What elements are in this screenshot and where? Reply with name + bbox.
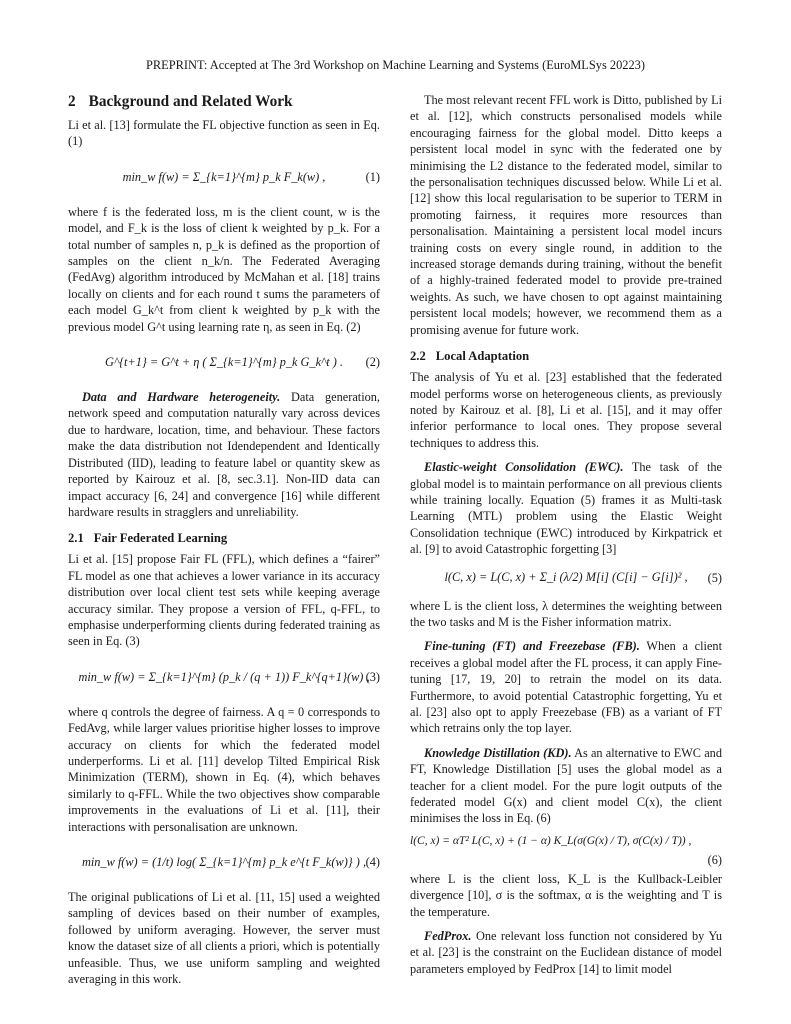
equation-3-body: min_w f(w) = Σ_{k=1}^{m} (p_k / (q + 1)) F_k^{q+1}(w) ,: [78, 669, 370, 684]
paragraph-body-ewc: The task of the global model is to maintain performance on all previous clients while training locally. Equation (5) frames it as Multi-task Learning (MTL) problem using the Elastic Weight Consolidation technique (EWC) introduced by Kirkpatrick et al. [9] to avoid Catastrophic forgetting [3]: [410, 460, 722, 557]
equation-5-body: l(C, x) = L(C, x) + Σ_i (λ/2) M[i] (C[i] − G[i])² ,: [444, 569, 688, 584]
subsection-heading-fair-fl: [68, 530, 380, 547]
equation-2: [68, 340, 380, 384]
equation-6-body: l(C, x) = αT² L(C, x) + (1 − α) K_L(σ(G(x) / T), σ(C(x) / T)) ,: [410, 834, 692, 847]
paragraph-body-kd: As an alternative to EWC and FT, Knowledge Distillation [5] uses the global model as a teacher for a client model. For the pure logit outputs of the federated model G(x) and client model C(x), the client minimises the loss in Eq. (6): [410, 745, 722, 826]
equation-5: [410, 563, 722, 593]
paragraph-body-heterogeneity: Data generation, network speed and computation naturally vary across devices due to hardware, location, time, and behaviour. These factors make the data distribution not Idendependent and Identically Distributed (IID), leading to feature label or quantity skew as reported by Kairouz et al. [8, sec.3.1]. Non-IID data can impact accuracy [6, 24] and convergence [16] while different hardware results in stragglers and unreliability.: [68, 390, 380, 519]
subsection-number: 2.1: [68, 531, 84, 546]
equation-6: [410, 832, 722, 866]
paragraph-heading-heterogeneity: Data and Hardware heterogeneity.: [82, 390, 281, 405]
paragraph-body-fine-tuning: When a client receives a global model after the FL process, it can apply Fine-tuning [17, 19, 20] to retrain the model on its data. Furthermore, to avoid potential Catastrophic forgetting, Yu et al. [23] also opt to apply Freezebase (FB) as a variant of FT which retrains only the top layer.: [410, 639, 722, 736]
equation-5-number: (5): [707, 570, 722, 585]
paragraph-fedprox: [410, 928, 722, 977]
subsection-number: 2.2: [410, 349, 426, 364]
paragraph-fine-tuning: [410, 638, 722, 736]
equation-4-number: (4): [365, 855, 380, 869]
equation-3: [68, 655, 380, 699]
paragraph-ewc-explanation: where L is the client loss, λ determines the weighting between the two tasks and M is the Fisher information matrix.: [410, 598, 722, 629]
paragraph-knowledge-distillation: [410, 745, 722, 827]
paragraph-heading-fine-tuning: Fine-tuning (FT) and Freezebase (FB).: [424, 639, 640, 654]
paragraph-fedavg: where f is the federated loss, m is the client count, w is the model, and F_k is the loss of client k weighted by p_k. For a total number of samples n, p_k is defined as the proportion of samples on the client n_k/n. The Federated Averaging (FedAvg) algorithm introduced by McMahan et al. [18] trains locally on clients and for each round t sums the parameters of each model G_k^t from client k weighted by p_k with the previous model G^t using learning rate η, as seen in Eq. (2): [68, 204, 380, 334]
paragraph-heterogeneity: [68, 389, 380, 520]
running-header: PREPRINT: Accepted at The 3rd Workshop on Machine Learning and Systems (EuroMLSys 20223): [146, 58, 645, 72]
equation-4-body: min_w f(w) = (1/t) log( Σ_{k=1}^{m} p_k e^{t F_k(w)} ) ,: [81, 855, 367, 869]
section-title: Background and Related Work: [88, 93, 293, 110]
subsection-title: Local Adaptation: [435, 349, 530, 364]
paragraph-kd-explanation: where L is the client loss, K_L is the Kullback-Leibler divergence [10], σ is the softmax, α is the weighting and T is the temperature.: [410, 871, 722, 919]
equation-2-number: (2): [365, 355, 380, 370]
equation-6-number: (6): [707, 852, 722, 867]
equation-1-number: (1): [365, 169, 380, 184]
paragraph-ditto: The most relevant recent FFL work is Ditto, published by Li et al. [12], which constructs personalised models while encouraging fairness for the global model. Ditto keeps a persistent local model in sync with the federated one by minimising the L2 distance to the federated model, similar to the personalisation techniques discussed below. While Li et al. [12] show this local regularisation to be superior to TERM in promoting fairness, it requires more resources than personalisation. Maintaining a persistent local model incurs training costs on every single round, in addition to the increased storage demands during training, without the benefit of a highly-trained federated model to provide pre-trained weights. As such, we have chosen to opt against maintaining persistent local models; however, we recommend them as a promising avenue for future work.: [410, 93, 722, 337]
equation-1-body: min_w f(w) = Σ_{k=1}^{m} p_k F_k(w) ,: [122, 169, 326, 184]
paragraph-heading-fedprox: FedProx.: [424, 929, 472, 944]
paragraph-heading-kd: Knowledge Distillation (KD).: [424, 745, 572, 760]
paragraph-fl-objective: Li et al. [13] formulate the FL objective function as seen in Eq. (1): [68, 118, 380, 149]
paragraph-heading-ewc: Elastic-weight Consolidation (EWC).: [424, 460, 624, 475]
equation-1: [68, 155, 380, 199]
left-column: [68, 92, 380, 987]
subsection-title: Fair Federated Learning: [93, 531, 228, 546]
paragraph-sampling: The original publications of Li et al. [11, 15] used a weighted sampling of devices based on their number of examples, followed by uniform averaging. However, the server must know the dataset size of all clients a priori, which is potentially unfeasible. Thus, we use uniform sampling and weighted averaging in this work.: [68, 890, 380, 987]
section-heading: [68, 92, 380, 112]
paragraph-q-fairness: where q controls the degree of fairness. A q = 0 corresponds to FedAvg, while larger values prioritise higher losses to improve accuracy on clients for which the federated model underperforms. Li et al. [11] develop Tilted Empirical Risk Minimization (TERM), shown in Eq. (4), which behaves similarly to q-FFL. While the two objectives show comparable improvements in the evaluations of Li et al. [11], their interactions with personalisation are unknown.: [68, 704, 380, 834]
paragraph-body-fedprox: One relevant loss function not considered by Yu et al. [23] is the constraint on the Euclidean distance of model parameters employed by FedProx [14] to limit model: [410, 929, 722, 976]
equation-3-number: (3): [365, 669, 380, 684]
equation-4: [68, 840, 380, 884]
equation-2-body: G^{t+1} = G^t + η ( Σ_{k=1}^{m} p_k G_k^t ) .: [105, 355, 343, 370]
subsection-heading-local-adaptation: [410, 348, 722, 365]
paragraph-ewc: [410, 459, 722, 557]
paragraph-local-adaptation: The analysis of Yu et al. [23] established that the federated model performs worse on heterogeneous clients, as previously noted by Kairouz et al. [8], Li et al. [15], and it may offer inferior performance to local ones. They propose several techniques to address this.: [410, 370, 722, 450]
paragraph-fair-fl: Li et al. [15] propose Fair FL (FFL), which defines a “fairer” FL model as one that achieves a lower variance in its accuracy distribution over local client test sets while keeping average accuracy similar. They propose a version of FFL, q-FFL, to emphasise underperforming clients during federated training as seen in Eq. (3): [68, 552, 380, 649]
section-number: 2: [68, 93, 76, 110]
right-column: [410, 92, 722, 977]
